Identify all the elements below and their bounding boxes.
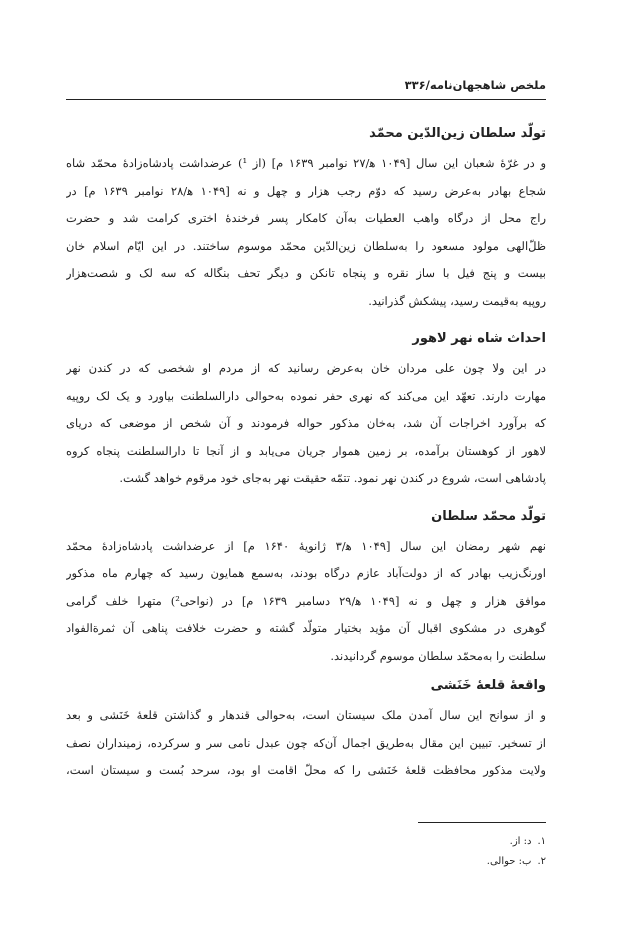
- text-line: ظلّ‌الهی مولود مسعود را به‌سلطان زین‌الدّین محمّد موسوم ساختند. در این ایّام اسلام خان: [66, 238, 546, 253]
- text-line: روپیه به‌قیمت رسید، پیشکش گذرانید.: [368, 293, 546, 308]
- text-line: راج محل از درگاه واهب العطیات به‌آن کامکار پسر فرخندهٔ اختری کرامت شد و حضرت: [66, 211, 546, 225]
- text-line: لاهور از کوهستان برآمده، بر زمین هموار جریان می‌یابد و از آنجا تا دارالسلطنت پنجاه کروه: [66, 443, 546, 458]
- footnote-number: ۲.: [537, 856, 546, 867]
- text-line: و در غرّهٔ شعبان این سال [۱۰۴۹ ﻫ/۲۷ نوامبر ۱۶۳۹ م] (از ¹) عرضداشت پادشاه‌زادهٔ محمّد شاه: [66, 156, 546, 170]
- running-head: ملخص شاهجهان‌نامه/۳۳۶: [404, 78, 546, 92]
- text-line: نهم شهر رمضان این سال [۱۰۴۹ ﻫ/۳ ژانویهٔ ۱۶۴۰ م] از عرضداشت پادشاه‌زادهٔ محمّد: [66, 538, 546, 553]
- section-title: واقعهٔ قلعهٔ خَنَشی: [430, 678, 546, 693]
- section-title: تولّد سلطان زین‌الدّین محمّد: [369, 126, 546, 141]
- footnote: [487, 832, 546, 852]
- footnote-number: ۱.: [537, 836, 546, 847]
- footnote-text: د: از.: [509, 836, 532, 847]
- page-body: [66, 124, 546, 785]
- footnotes: [487, 832, 546, 872]
- text-line: اورنگ‌زیب بهادر که از دولت‌آباد عازم درگاه بودند، به‌سمع همایون رسید که چهارم ماه مذکور: [66, 566, 546, 580]
- text-line: از تسخیر. تبیین این مقال به‌طریق اجمال آن‌که چون عبدل نامی سر و سرکرده، زمینداران نصف: [66, 735, 546, 750]
- text-line: سلطنت را به‌محمّد سلطان موسوم گردانیدند.: [330, 648, 546, 663]
- text-line: گوهری در مشکوی اقبال آن مؤید بختیار متولّد گشته و حضرت خلافت پناهی آن ثمرةالفواد: [66, 621, 546, 635]
- text-line: مهارت دارند. تعهّد این می‌کند که نهری حفر نموده به‌حوالی دارالسلطنت بیاورد و یک لک روپیه: [66, 388, 546, 403]
- text-line: شجاع بهادر به‌عرض رسید که دوّم رجب هزار و چهل و نه [۱۰۴۹ ﻫ/۲۸ نوامبر ۱۶۳۹ م] در: [66, 183, 546, 198]
- footnote: [487, 852, 546, 872]
- text-line: موافق هزار و چهل و نه [۱۰۴۹ ﻫ/۲۹ دسامبر ۱۶۳۹ م] در (نواحی²) متهرا خلف گرامی: [66, 593, 546, 608]
- text-line: در این ولا چون علی مردان خان به‌عرض رسانید که از مردم او شخصی که در کندن نهر: [66, 361, 546, 375]
- section-title: احداث شاه نهر لاهور: [412, 331, 546, 346]
- text-line: که برآورد اخراجات آن شد، به‌خان مذکور حواله فرمودند و آن شخص از موضعی که دریای: [66, 416, 546, 430]
- text-line: و از سوانح این سال آمدن ملک سیستان است، به‌حوالی قندهار و گذاشتن قلعهٔ خَنَشی و بعد: [66, 708, 546, 722]
- text-line: بیست و پنج فیل با ساز نقره و پنجاه تانکن و دیگر تحف بنگاله که سه لک و شصت‌هزار: [66, 266, 546, 280]
- section-title: تولّد محمّد سلطان: [431, 508, 546, 524]
- text-line: ولایت مذکور محافظت قلعهٔ خَنَشی را که محلّ اقامت او بود، سرحد بُست و سیستان است،: [66, 763, 546, 777]
- footnote-rule: [418, 822, 546, 823]
- footnote-text: ب: حوالی.: [486, 856, 532, 867]
- text-line: پادشاهی است، شروع در کندن نهر نمود. تتمّه حقیقت نهر به‌جای خود مرقوم خواهد گشت.: [119, 471, 546, 485]
- header-rule: [66, 99, 546, 100]
